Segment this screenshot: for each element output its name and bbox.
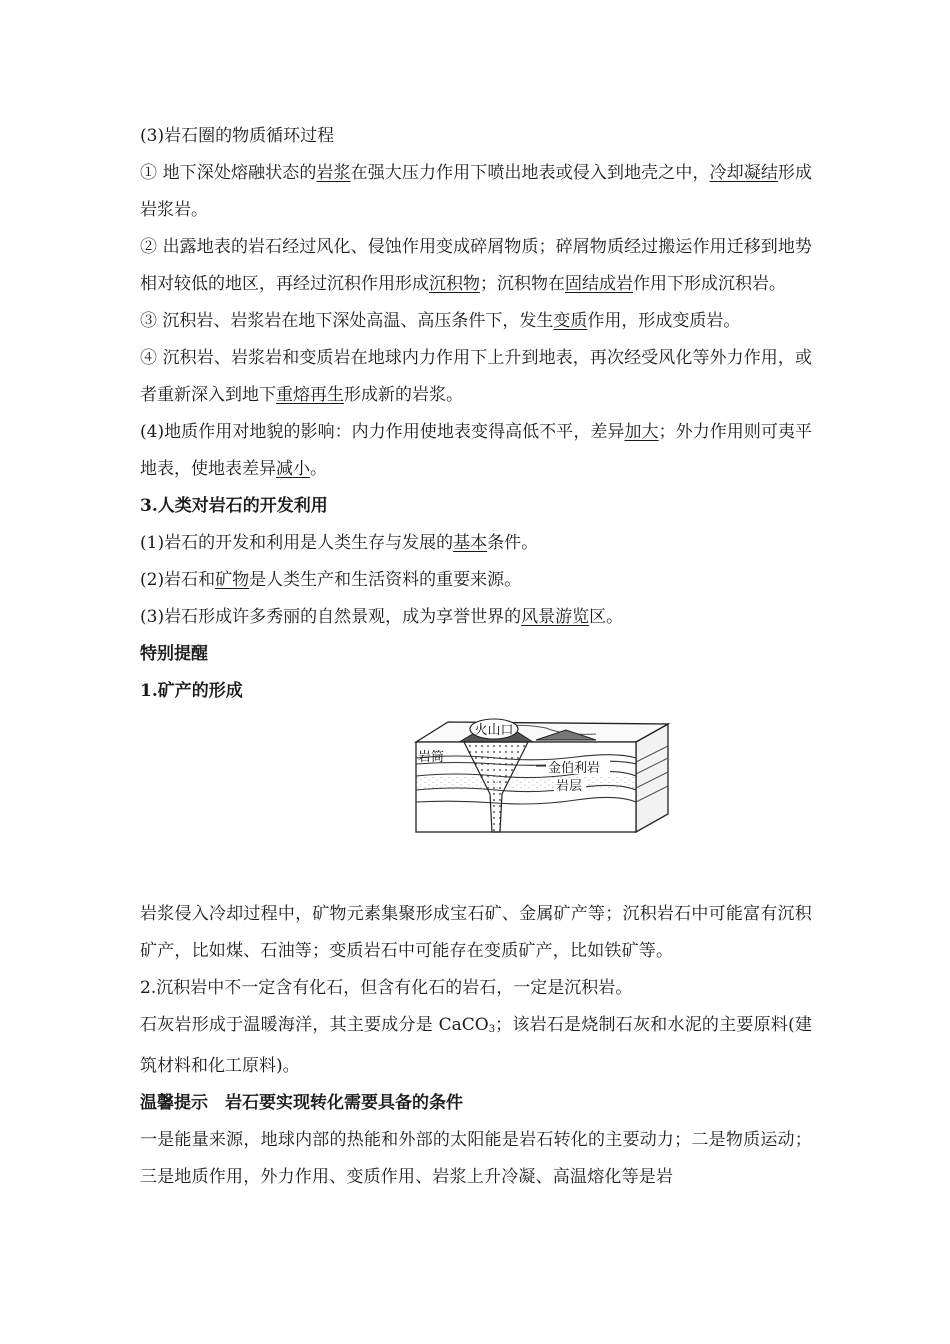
text: (3)岩石形成许多秀丽的自然景观，成为享誉世界的 <box>140 607 522 627</box>
section-3-title: (3)岩石圈的物质循环过程 <box>140 126 335 146</box>
text: ② 出露地表的岩石经过风化、侵蚀作用变成碎屑物质；碎屑物质经过搬运作用迁移到地势相对较低的地区，再经过沉积作用形成 <box>140 237 812 294</box>
text: ；沉积物在 <box>480 274 565 294</box>
answer-blank: 沉积物 <box>429 274 480 294</box>
text: 石灰岩形成于温暖海洋，其主要成分是 CaCO <box>140 1015 489 1035</box>
label-rock-layer: 岩层 <box>556 779 583 794</box>
paragraph-use-2 <box>140 562 812 599</box>
paragraph-remelting <box>140 340 812 414</box>
answer-blank: 岩浆 <box>316 163 351 183</box>
text: 作用下形成沉积岩。 <box>633 274 786 294</box>
text: 。 <box>310 459 327 479</box>
label-kimberlite: 金伯利岩 <box>548 761 601 776</box>
subheading-fossil-note: 2.沉积岩中不一定含有化石，但含有化石的岩石，一定是沉积岩。 <box>140 978 633 998</box>
paragraph-limestone <box>140 1007 812 1085</box>
label-pipe: 岩筒 <box>418 750 445 765</box>
answer-blank: 基本 <box>453 533 488 553</box>
text: ；外力作用则可夷平地表，使地表差异 <box>140 422 812 479</box>
label-volcano: 火山口 <box>474 723 514 738</box>
subscript: 3 <box>488 1024 496 1035</box>
paragraph-use-1 <box>140 525 812 562</box>
text: 在强大压力作用下喷出地表或侵入到地壳之中， <box>350 163 710 183</box>
text: 是人类生产和生活资料的重要来源。 <box>249 570 522 590</box>
subheading-mineral-formation: 1.矿产的形成 <box>140 681 243 701</box>
text: (4)地质作用对地貌的影响：内力作用使地表变得高低不平，差异 <box>140 422 625 442</box>
paragraph-metamorphic <box>140 303 812 340</box>
text: 条件。 <box>487 533 539 553</box>
text: ③ 沉积岩、岩浆岩在地下深处高温、高压条件下，发生 <box>140 311 554 331</box>
text: (2)岩石和 <box>140 570 216 590</box>
geology-block-diagram <box>140 710 812 896</box>
paragraph-mineral-formation: 岩浆侵入冷却过程中，矿物元素集聚形成宝石矿、金属矿产等；沉积岩石中可能富有沉积矿产，比如煤、石油等；变质岩石中可能存在变质矿产，比如铁矿等。 <box>140 904 812 961</box>
paragraph-magma <box>140 155 812 229</box>
document-page <box>140 118 812 1196</box>
answer-blank: 重熔再生 <box>276 385 344 405</box>
answer-blank: 冷却凝结 <box>709 163 778 183</box>
block-side-face <box>636 724 668 832</box>
text: (1)岩石的开发和利用是人类生存与发展的 <box>140 533 454 553</box>
answer-blank: 风景游览 <box>521 607 590 627</box>
paragraph-transformation-conditions: 一是能量来源，地球内部的热能和外部的太阳能是岩石转化的主要动力；二是物质运动；三是地质作用，外力作用、变质作用、岩浆上升冷凝、高温熔化等是岩 <box>140 1130 812 1187</box>
answer-blank: 减小 <box>276 459 310 479</box>
text: 区。 <box>589 607 624 627</box>
section-heading-3: 3.人类对岩石的开发利用 <box>140 496 328 516</box>
special-reminder-title: 特别提醒 <box>140 644 208 664</box>
answer-blank: 固结成岩 <box>565 274 633 294</box>
text: 作用，形成变质岩。 <box>587 311 741 331</box>
answer-blank: 变质 <box>553 311 588 331</box>
text: 形成岩浆岩。 <box>140 163 813 220</box>
paragraph-landform-effect <box>140 414 812 488</box>
text: 形成新的岩浆。 <box>344 385 463 405</box>
paragraph-sedimentary <box>140 229 812 303</box>
answer-blank: 加大 <box>624 422 659 442</box>
text: ；该岩石是烧制石灰和水泥的主要原料(建筑材料和化工原料)。 <box>140 1015 812 1076</box>
text: ④ 沉积岩、岩浆岩和变质岩在地球内力作用下上升到地表，再次经受风化等外力作用，或者重新深入到地下 <box>140 348 812 405</box>
geology-diagram-svg <box>396 714 696 864</box>
paragraph-use-3 <box>140 599 812 636</box>
answer-blank: 矿物 <box>215 570 250 590</box>
text: ① 地下深处熔融状态的 <box>140 163 317 183</box>
warm-tip-title: 温馨提示 岩石要实现转化需要具备的条件 <box>140 1093 463 1113</box>
